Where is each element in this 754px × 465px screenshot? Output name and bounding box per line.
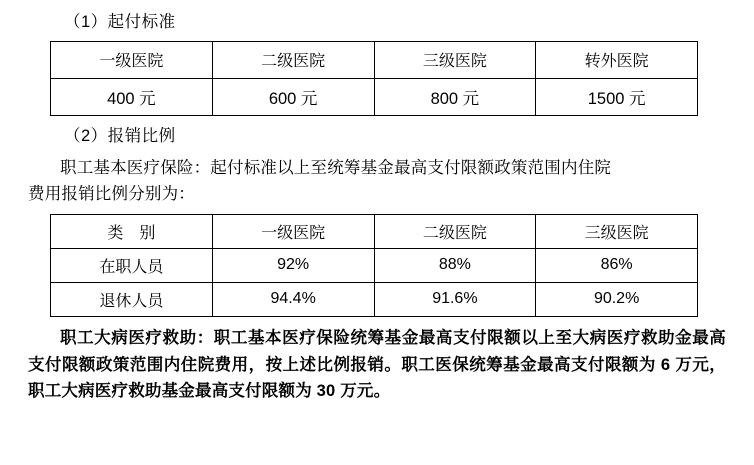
table-header-cell: 一级医院 xyxy=(212,214,374,248)
table-row xyxy=(51,248,698,282)
section2-title: （2）报销比例 xyxy=(64,126,176,145)
reimbursement-ratio-table xyxy=(50,214,698,317)
table-cell: 94.4% xyxy=(212,282,374,316)
table-cell: 92% xyxy=(212,248,374,282)
table-row-label: 退休人员 xyxy=(51,282,213,316)
table-header-cell: 类 别 xyxy=(51,214,213,248)
section2-closing-paragraph: 职工大病医疗救助：职工基本医疗保险统筹基金最高支付限额以上至大病医疗救助金最高支付限额政策范围内住院费用，按上述比例报销。职工医保统筹基金最高支付限额为 6 万元，职工大病医疗救助基金最高支付限额为 30 万元。 xyxy=(28,328,726,401)
table-header-cell: 三级医院 xyxy=(536,214,698,248)
table-header-cell: 二级医院 xyxy=(212,41,374,78)
section2-intro-line1: 职工基本医疗保险：起付标准以上至统筹基金最高支付限额政策范围内住院 xyxy=(60,158,612,177)
table-cell: 1500 元 xyxy=(536,78,698,115)
table-header-cell: 转外医院 xyxy=(536,41,698,78)
deductible-standard-table xyxy=(50,41,698,116)
table-row-label: 在职人员 xyxy=(51,248,213,282)
table-header-cell: 三级医院 xyxy=(374,41,536,78)
section1-title: （1）起付标准 xyxy=(64,13,176,31)
table-header-cell: 二级医院 xyxy=(374,214,536,248)
table-cell: 88% xyxy=(374,248,536,282)
table-header-cell: 一级医院 xyxy=(51,41,213,78)
table-cell: 90.2% xyxy=(536,282,698,316)
table-row xyxy=(51,214,698,248)
table-cell: 400 元 xyxy=(51,78,213,115)
table-cell: 800 元 xyxy=(374,78,536,115)
table-cell: 86% xyxy=(536,248,698,282)
table-row xyxy=(51,41,698,78)
table-row xyxy=(51,78,698,115)
table-cell: 600 元 xyxy=(212,78,374,115)
section2-intro-line2: 费用报销比例分别为： xyxy=(28,185,195,204)
table-cell: 91.6% xyxy=(374,282,536,316)
table-row xyxy=(51,282,698,316)
